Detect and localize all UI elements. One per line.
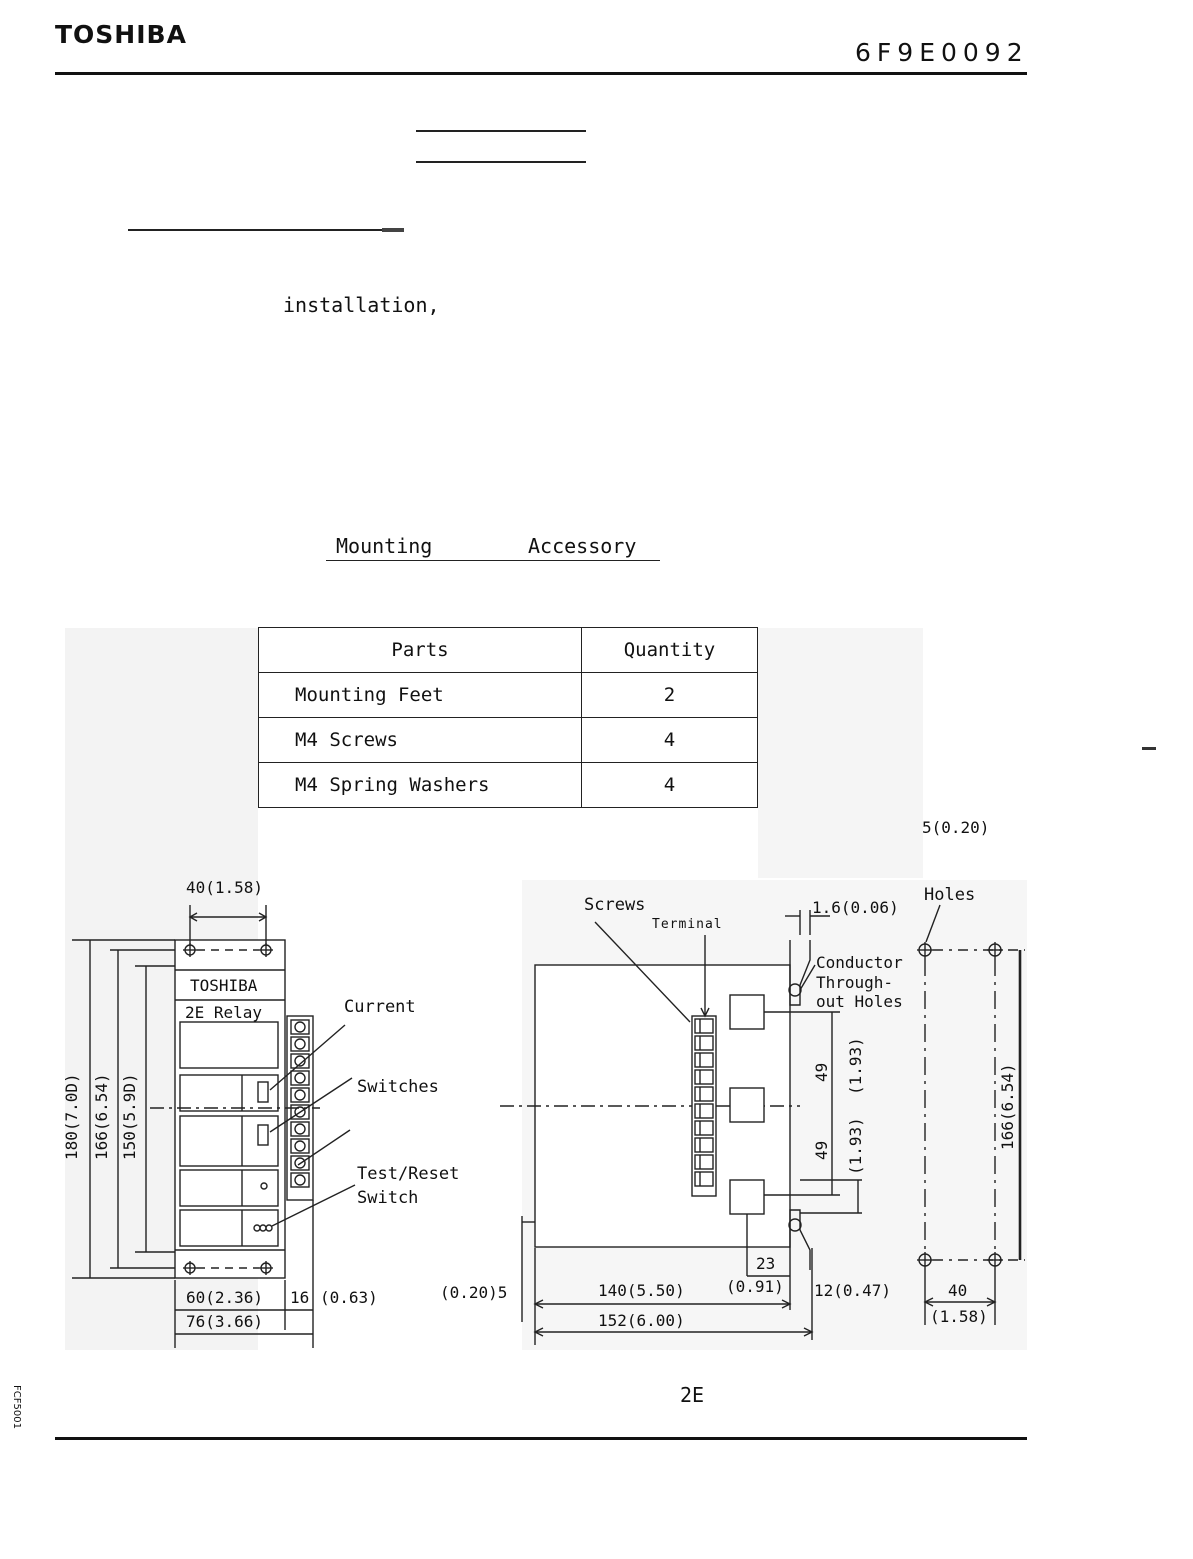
scan-shade [758, 628, 923, 878]
dim-49-upper: 49 [812, 1062, 831, 1082]
label-conductor: Conductor [816, 953, 903, 972]
header-parts: Parts [259, 628, 582, 673]
callout-test-reset: Test/Reset [357, 1164, 460, 1184]
label-through: Through- [816, 973, 894, 992]
document-number: 6F9E0092 [855, 38, 1029, 67]
caption-word-accessory: Accessory [528, 534, 637, 558]
dim-49-lower: 49 [812, 1140, 831, 1160]
callout-switch: Switch [357, 1188, 419, 1208]
cell-part: M4 Screws [259, 718, 582, 763]
dim-holes-40-inch: (1.58) [930, 1307, 988, 1326]
cell-qty: 4 [582, 763, 758, 808]
label-screws: Screws [584, 895, 646, 915]
brand-logo: TOSHIBA [55, 20, 187, 49]
dim-height-166: 166(6.54) [92, 1073, 111, 1160]
dim-width-60: 60(2.36) [186, 1288, 264, 1307]
cell-qty: 2 [582, 673, 758, 718]
dim-23: 23 [756, 1254, 776, 1273]
dim-23-inch: (0.91) [726, 1277, 784, 1296]
dim-width-16-inch: (0.63) [320, 1288, 378, 1307]
body-text-installation: installation, [283, 293, 440, 317]
dim-top-width: 40(1.58) [186, 878, 264, 897]
footer-rule [55, 1437, 1027, 1440]
side-form-code: FCF5001 [11, 1385, 22, 1429]
dim-plate-thickness: 1.6(0.06) [812, 898, 899, 917]
label-out-holes: out Holes [816, 992, 903, 1011]
dim-height-180: 180(7.0D) [62, 1073, 81, 1160]
callout-switches: Switches [357, 1077, 439, 1097]
dim-hole-diameter: 5(0.20) [922, 818, 990, 837]
dim-width-16: 16 [290, 1288, 310, 1307]
cell-qty: 4 [582, 718, 758, 763]
dim-holes-40: 40 [948, 1281, 968, 1300]
underline-mark [382, 228, 404, 232]
callout-current: Current [344, 997, 416, 1017]
dim-height-150: 150(5.9D) [120, 1073, 139, 1160]
dim-49-lower-inch: (1.93) [846, 1117, 865, 1175]
front-panel-brand: TOSHIBA [190, 976, 258, 995]
dim-width-12: 12(0.47) [814, 1281, 892, 1300]
dim-holes-166: 166(6.54) [998, 1063, 1017, 1150]
dim-width-140: 140(5.50) [598, 1281, 685, 1300]
dim-49-upper-inch: (1.93) [846, 1037, 865, 1095]
margin-mark [1142, 747, 1156, 750]
cell-part: Mounting Feet [259, 673, 582, 718]
cell-part: M4 Spring Washers [259, 763, 582, 808]
header-quantity: Quantity [582, 628, 758, 673]
dim-left-offset: (0.20)5 [440, 1283, 508, 1302]
dim-width-152: 152(6.00) [598, 1311, 685, 1330]
dim-width-76: 76(3.66) [186, 1312, 264, 1331]
caption-word-mounting: Mounting [336, 534, 433, 558]
label-terminal: Terminal [652, 917, 723, 932]
front-panel-model: 2E Relay [185, 1003, 263, 1022]
figure-caption: 2E [680, 1383, 705, 1407]
label-holes: Holes [924, 885, 976, 905]
